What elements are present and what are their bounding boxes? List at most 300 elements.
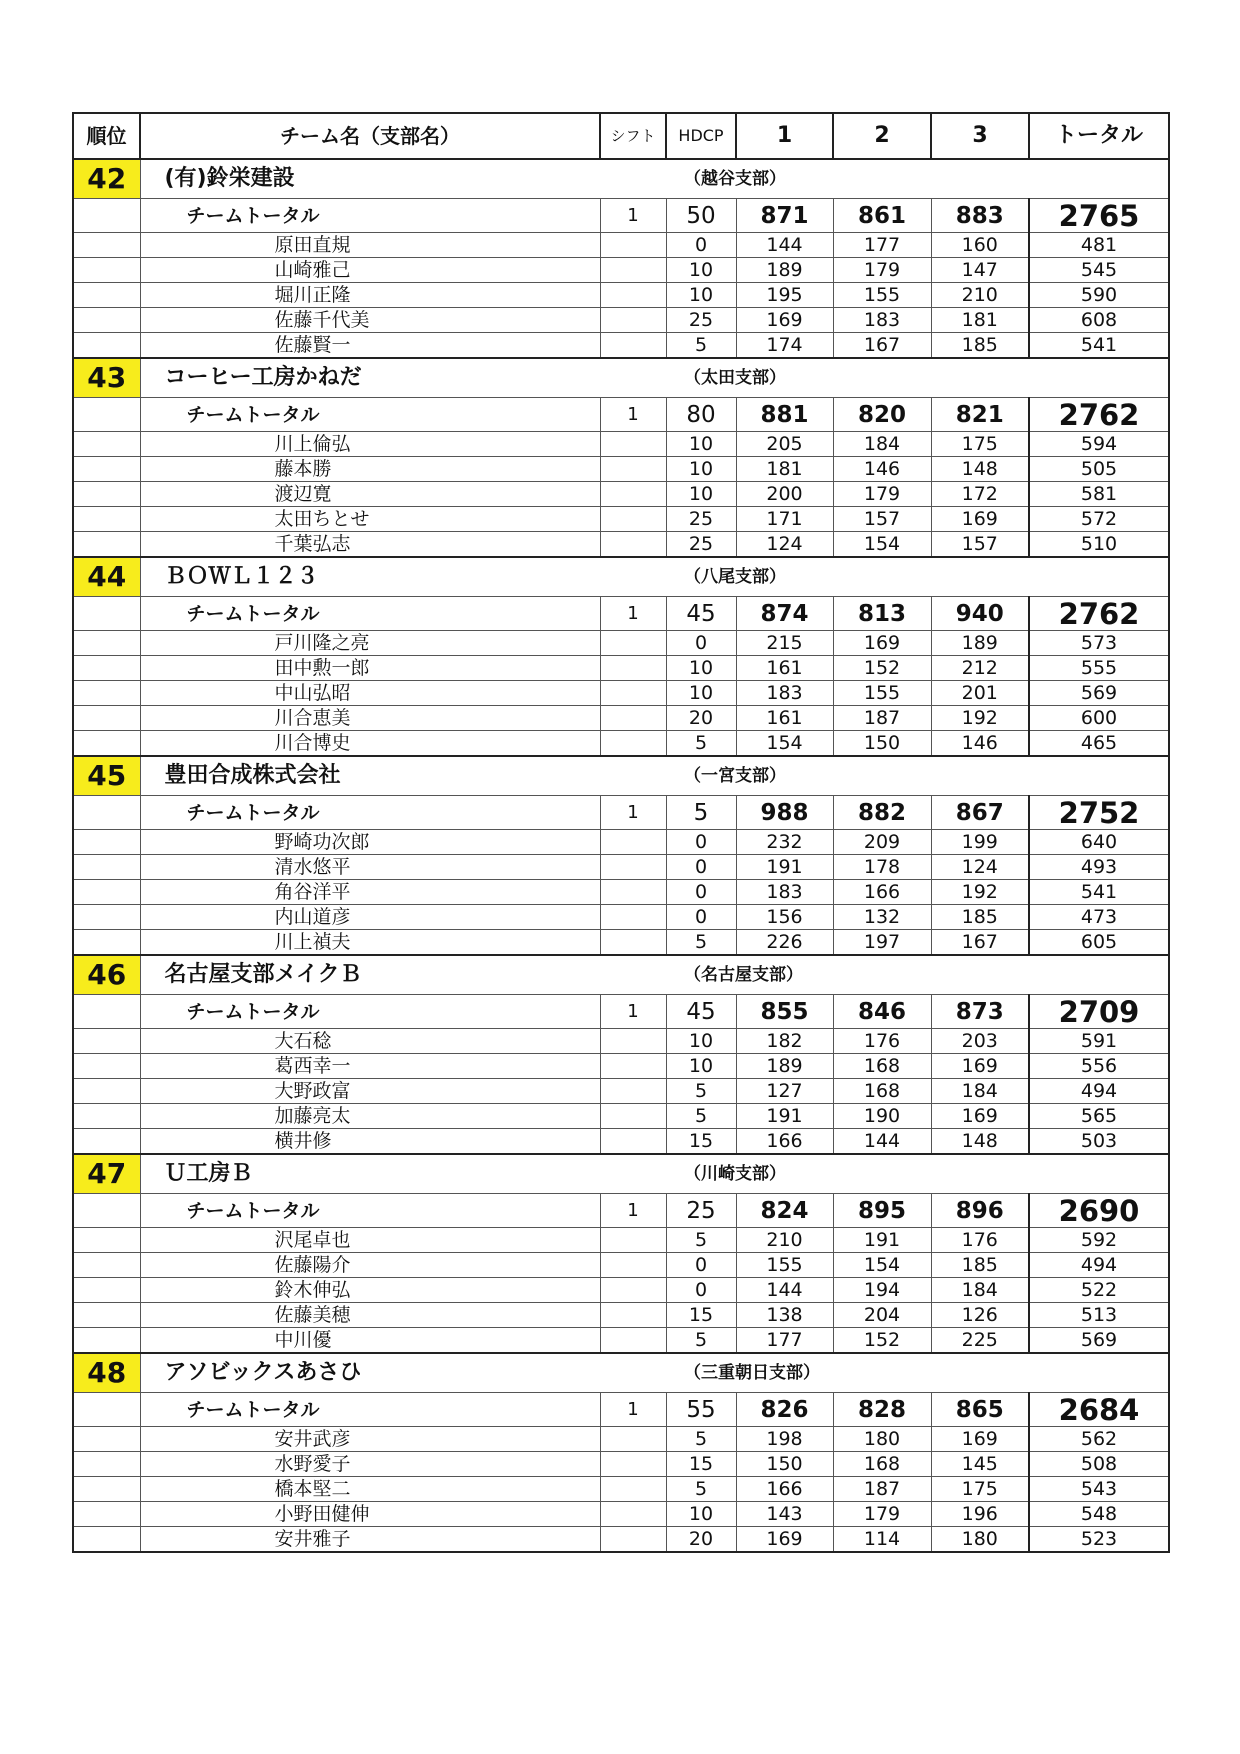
team-total-row (73, 199, 1169, 233)
shift-cell (600, 930, 666, 956)
shift-cell (600, 1502, 666, 1527)
player-total: 555 (1029, 656, 1169, 681)
team-hdcp: 80 (666, 398, 736, 432)
player-game-2: 197 (833, 930, 931, 956)
player-hdcp: 0 (666, 1278, 736, 1303)
player-game-1: 177 (736, 1328, 833, 1354)
player-hdcp: 5 (666, 1477, 736, 1502)
player-game-1: 215 (736, 631, 833, 656)
rank-badge: 47 (73, 1154, 140, 1194)
header-rank: 順位 (73, 113, 140, 159)
player-row (73, 1104, 1169, 1129)
player-row (73, 532, 1169, 558)
rank-cell (73, 258, 140, 283)
player-name: 佐藤千代美 (140, 308, 600, 333)
player-total: 573 (1029, 631, 1169, 656)
rank-cell (73, 1303, 140, 1328)
player-game-3: 192 (931, 706, 1029, 731)
shift-value: 1 (600, 398, 666, 432)
player-total: 481 (1029, 233, 1169, 258)
rank-cell (73, 1029, 140, 1054)
team-total-score: 2752 (1029, 796, 1169, 830)
player-row (73, 880, 1169, 905)
player-name: 安井雅子 (140, 1527, 600, 1553)
team-header-row (73, 159, 1169, 199)
rank-cell (73, 398, 140, 432)
team-game-2: 828 (833, 1393, 931, 1427)
player-game-3: 181 (931, 308, 1029, 333)
player-game-1: 226 (736, 930, 833, 956)
rank-cell (73, 1427, 140, 1452)
branch-name: （太田支部） (666, 358, 1169, 398)
player-name: 佐藤賢一 (140, 333, 600, 359)
rank-cell (73, 631, 140, 656)
team-game-3: 867 (931, 796, 1029, 830)
rank-cell (73, 930, 140, 956)
player-game-2: 180 (833, 1427, 931, 1452)
player-game-2: 150 (833, 731, 931, 757)
player-game-2: 168 (833, 1054, 931, 1079)
player-hdcp: 20 (666, 706, 736, 731)
player-hdcp: 5 (666, 731, 736, 757)
team-game-2: 846 (833, 995, 931, 1029)
player-hdcp: 25 (666, 532, 736, 558)
player-total: 565 (1029, 1104, 1169, 1129)
player-row (73, 1527, 1169, 1553)
player-total: 523 (1029, 1527, 1169, 1553)
player-name: 葛西幸一 (140, 1054, 600, 1079)
header-total: トータル (1029, 113, 1169, 159)
rank-cell (73, 283, 140, 308)
player-row (73, 432, 1169, 457)
shift-cell (600, 532, 666, 558)
shift-cell (600, 905, 666, 930)
player-hdcp: 5 (666, 1104, 736, 1129)
shift-cell (600, 681, 666, 706)
player-game-3: 147 (931, 258, 1029, 283)
player-hdcp: 25 (666, 507, 736, 532)
rank-cell (73, 1328, 140, 1354)
player-game-3: 169 (931, 507, 1029, 532)
player-hdcp: 5 (666, 930, 736, 956)
player-hdcp: 0 (666, 830, 736, 855)
shift-cell (600, 731, 666, 757)
team-hdcp: 55 (666, 1393, 736, 1427)
player-game-2: 169 (833, 631, 931, 656)
player-hdcp: 10 (666, 457, 736, 482)
player-game-3: 185 (931, 1253, 1029, 1278)
team-total-row (73, 597, 1169, 631)
player-hdcp: 0 (666, 905, 736, 930)
player-game-1: 124 (736, 532, 833, 558)
player-row (73, 482, 1169, 507)
shift-cell (600, 1278, 666, 1303)
team-total-row (73, 995, 1169, 1029)
player-game-1: 138 (736, 1303, 833, 1328)
rank-cell (73, 731, 140, 757)
player-game-2: 187 (833, 1477, 931, 1502)
player-name: 太田ちとせ (140, 507, 600, 532)
team-total-score: 2709 (1029, 995, 1169, 1029)
player-game-1: 144 (736, 233, 833, 258)
player-game-1: 150 (736, 1452, 833, 1477)
team-game-2: 813 (833, 597, 931, 631)
rank-badge: 44 (73, 557, 140, 597)
shift-cell (600, 1527, 666, 1553)
player-game-1: 171 (736, 507, 833, 532)
rank-badge: 48 (73, 1353, 140, 1393)
player-total: 640 (1029, 830, 1169, 855)
shift-cell (600, 855, 666, 880)
branch-name: （三重朝日支部） (666, 1353, 1169, 1393)
rank-cell (73, 1194, 140, 1228)
shift-cell (600, 880, 666, 905)
shift-cell (600, 631, 666, 656)
player-hdcp: 15 (666, 1452, 736, 1477)
player-game-3: 160 (931, 233, 1029, 258)
player-total: 494 (1029, 1253, 1169, 1278)
player-name: 鈴木伸弘 (140, 1278, 600, 1303)
rank-cell (73, 855, 140, 880)
table-header-row (73, 113, 1169, 159)
team-game-1: 824 (736, 1194, 833, 1228)
team-game-2: 895 (833, 1194, 931, 1228)
player-name: 大石稔 (140, 1029, 600, 1054)
player-hdcp: 5 (666, 1328, 736, 1354)
player-game-2: 209 (833, 830, 931, 855)
player-row (73, 333, 1169, 359)
player-hdcp: 10 (666, 1029, 736, 1054)
player-total: 591 (1029, 1029, 1169, 1054)
player-name: 川合恵美 (140, 706, 600, 731)
player-name: 水野愛子 (140, 1452, 600, 1477)
player-row (73, 1303, 1169, 1328)
player-hdcp: 5 (666, 333, 736, 359)
shift-cell (600, 1253, 666, 1278)
rank-cell (73, 1278, 140, 1303)
player-game-3: 124 (931, 855, 1029, 880)
rank-cell (73, 1502, 140, 1527)
player-game-2: 155 (833, 283, 931, 308)
player-game-2: 204 (833, 1303, 931, 1328)
player-game-1: 183 (736, 681, 833, 706)
player-row (73, 855, 1169, 880)
player-row (73, 283, 1169, 308)
player-game-2: 168 (833, 1079, 931, 1104)
player-game-3: 210 (931, 283, 1029, 308)
player-game-3: 169 (931, 1104, 1029, 1129)
rank-cell (73, 482, 140, 507)
player-row (73, 1278, 1169, 1303)
team-name: 豊田合成株式会社 (140, 756, 666, 796)
player-game-3: 184 (931, 1079, 1029, 1104)
rank-cell (73, 199, 140, 233)
player-game-3: 203 (931, 1029, 1029, 1054)
header-hdcp: HDCP (666, 113, 736, 159)
player-game-3: 167 (931, 930, 1029, 956)
rank-cell (73, 233, 140, 258)
player-row (73, 631, 1169, 656)
rank-cell (73, 333, 140, 359)
player-game-3: 189 (931, 631, 1029, 656)
player-row (73, 681, 1169, 706)
player-total: 590 (1029, 283, 1169, 308)
team-name: 名古屋支部メイクＢ (140, 955, 666, 995)
rank-cell (73, 1054, 140, 1079)
player-name: 安井武彦 (140, 1427, 600, 1452)
player-total: 473 (1029, 905, 1169, 930)
team-total-row (73, 796, 1169, 830)
player-game-1: 161 (736, 656, 833, 681)
team-game-3: 821 (931, 398, 1029, 432)
player-game-2: 132 (833, 905, 931, 930)
shift-value: 1 (600, 1393, 666, 1427)
team-hdcp: 5 (666, 796, 736, 830)
player-game-1: 189 (736, 258, 833, 283)
player-game-1: 169 (736, 1527, 833, 1553)
player-row (73, 1129, 1169, 1155)
player-row (73, 1253, 1169, 1278)
player-game-1: 155 (736, 1253, 833, 1278)
player-row (73, 1029, 1169, 1054)
player-row (73, 1452, 1169, 1477)
rank-cell (73, 1104, 140, 1129)
player-total: 541 (1029, 333, 1169, 359)
player-game-1: 232 (736, 830, 833, 855)
rank-cell (73, 597, 140, 631)
rank-cell (73, 995, 140, 1029)
player-game-1: 210 (736, 1228, 833, 1253)
player-hdcp: 20 (666, 1527, 736, 1553)
player-row (73, 1427, 1169, 1452)
player-game-1: 205 (736, 432, 833, 457)
player-game-3: 201 (931, 681, 1029, 706)
player-hdcp: 10 (666, 1502, 736, 1527)
shift-cell (600, 1477, 666, 1502)
player-name: 小野田健伸 (140, 1502, 600, 1527)
team-total-score: 2762 (1029, 597, 1169, 631)
player-game-2: 194 (833, 1278, 931, 1303)
team-game-3: 865 (931, 1393, 1029, 1427)
rank-cell (73, 830, 140, 855)
player-game-1: 200 (736, 482, 833, 507)
player-total: 494 (1029, 1079, 1169, 1104)
shift-value: 1 (600, 199, 666, 233)
player-hdcp: 5 (666, 1228, 736, 1253)
player-total: 541 (1029, 880, 1169, 905)
player-game-1: 189 (736, 1054, 833, 1079)
rank-cell (73, 1253, 140, 1278)
player-total: 505 (1029, 457, 1169, 482)
rank-badge: 43 (73, 358, 140, 398)
player-hdcp: 10 (666, 482, 736, 507)
shift-cell (600, 1452, 666, 1477)
shift-cell (600, 457, 666, 482)
player-total: 493 (1029, 855, 1169, 880)
team-game-3: 873 (931, 995, 1029, 1029)
rank-cell (73, 308, 140, 333)
player-total: 465 (1029, 731, 1169, 757)
team-game-3: 940 (931, 597, 1029, 631)
player-game-2: 155 (833, 681, 931, 706)
branch-name: （越谷支部） (666, 159, 1169, 199)
player-game-1: 143 (736, 1502, 833, 1527)
player-game-1: 195 (736, 283, 833, 308)
player-row (73, 1502, 1169, 1527)
player-game-1: 191 (736, 855, 833, 880)
player-game-2: 179 (833, 258, 931, 283)
player-game-2: 168 (833, 1452, 931, 1477)
branch-name: （名古屋支部） (666, 955, 1169, 995)
player-row (73, 1477, 1169, 1502)
team-total-label: チームトータル (140, 398, 600, 432)
team-hdcp: 45 (666, 995, 736, 1029)
player-game-1: 191 (736, 1104, 833, 1129)
shift-cell (600, 656, 666, 681)
team-name: Ｕ工房Ｂ (140, 1154, 666, 1194)
team-name: (有)鈴栄建設 (140, 159, 666, 199)
team-total-score: 2684 (1029, 1393, 1169, 1427)
player-row (73, 457, 1169, 482)
team-total-label: チームトータル (140, 1194, 600, 1228)
player-row (73, 1228, 1169, 1253)
player-total: 503 (1029, 1129, 1169, 1155)
rank-cell (73, 1129, 140, 1155)
shift-cell (600, 233, 666, 258)
player-hdcp: 10 (666, 1054, 736, 1079)
player-row (73, 656, 1169, 681)
player-total: 605 (1029, 930, 1169, 956)
team-total-label: チームトータル (140, 199, 600, 233)
shift-cell (600, 1029, 666, 1054)
player-name: 角谷洋平 (140, 880, 600, 905)
player-game-1: 182 (736, 1029, 833, 1054)
player-game-3: 175 (931, 1477, 1029, 1502)
rank-cell (73, 432, 140, 457)
player-game-3: 169 (931, 1427, 1029, 1452)
team-total-label: チームトータル (140, 796, 600, 830)
team-game-3: 896 (931, 1194, 1029, 1228)
player-game-3: 225 (931, 1328, 1029, 1354)
player-game-1: 166 (736, 1477, 833, 1502)
player-hdcp: 15 (666, 1303, 736, 1328)
player-hdcp: 10 (666, 681, 736, 706)
player-game-2: 167 (833, 333, 931, 359)
player-total: 543 (1029, 1477, 1169, 1502)
header-game-2: 2 (833, 113, 931, 159)
shift-cell (600, 706, 666, 731)
player-name: 原田直規 (140, 233, 600, 258)
player-game-1: 144 (736, 1278, 833, 1303)
player-total: 513 (1029, 1303, 1169, 1328)
player-row (73, 930, 1169, 956)
player-game-3: 148 (931, 1129, 1029, 1155)
rank-cell (73, 1228, 140, 1253)
player-row (73, 1079, 1169, 1104)
team-game-1: 874 (736, 597, 833, 631)
shift-cell (600, 1104, 666, 1129)
player-hdcp: 5 (666, 1427, 736, 1452)
player-name: 清水悠平 (140, 855, 600, 880)
player-game-3: 126 (931, 1303, 1029, 1328)
team-game-1: 826 (736, 1393, 833, 1427)
team-name: アソビックスあさひ (140, 1353, 666, 1393)
rank-cell (73, 1527, 140, 1553)
rank-cell (73, 656, 140, 681)
team-game-2: 882 (833, 796, 931, 830)
player-name: 川上倫弘 (140, 432, 600, 457)
player-game-3: 148 (931, 457, 1029, 482)
team-hdcp: 50 (666, 199, 736, 233)
shift-cell (600, 1129, 666, 1155)
player-game-1: 156 (736, 905, 833, 930)
rank-cell (73, 1079, 140, 1104)
team-total-row (73, 398, 1169, 432)
player-game-2: 114 (833, 1527, 931, 1553)
player-hdcp: 10 (666, 258, 736, 283)
player-name: 内山道彦 (140, 905, 600, 930)
player-game-3: 175 (931, 432, 1029, 457)
header-team-name: チーム名（支部名） (140, 113, 600, 159)
team-game-1: 881 (736, 398, 833, 432)
player-total: 522 (1029, 1278, 1169, 1303)
player-hdcp: 0 (666, 855, 736, 880)
player-game-3: 185 (931, 905, 1029, 930)
branch-name: （八尾支部） (666, 557, 1169, 597)
player-hdcp: 10 (666, 656, 736, 681)
shift-cell (600, 1079, 666, 1104)
player-game-2: 154 (833, 532, 931, 558)
player-row (73, 731, 1169, 757)
player-total: 556 (1029, 1054, 1169, 1079)
player-game-2: 178 (833, 855, 931, 880)
player-game-1: 154 (736, 731, 833, 757)
branch-name: （一宮支部） (666, 756, 1169, 796)
rank-cell (73, 1393, 140, 1427)
team-game-3: 883 (931, 199, 1029, 233)
team-total-score: 2765 (1029, 199, 1169, 233)
team-name: コーヒー工房かねだ (140, 358, 666, 398)
rank-cell (73, 796, 140, 830)
team-header-row (73, 1154, 1169, 1194)
player-total: 572 (1029, 507, 1169, 532)
player-game-3: 176 (931, 1228, 1029, 1253)
player-hdcp: 25 (666, 308, 736, 333)
team-header-row (73, 557, 1169, 597)
shift-value: 1 (600, 995, 666, 1029)
player-hdcp: 10 (666, 283, 736, 308)
player-total: 510 (1029, 532, 1169, 558)
player-name: 沢尾卓也 (140, 1228, 600, 1253)
player-game-2: 166 (833, 880, 931, 905)
rank-cell (73, 706, 140, 731)
player-name: 佐藤陽介 (140, 1253, 600, 1278)
team-hdcp: 25 (666, 1194, 736, 1228)
team-game-2: 861 (833, 199, 931, 233)
player-game-2: 184 (833, 432, 931, 457)
team-header-row (73, 955, 1169, 995)
player-name: 渡辺寛 (140, 482, 600, 507)
player-name: 堀川正隆 (140, 283, 600, 308)
team-total-score: 2762 (1029, 398, 1169, 432)
player-name: 川上禎夫 (140, 930, 600, 956)
player-game-3: 146 (931, 731, 1029, 757)
player-name: 加藤亮太 (140, 1104, 600, 1129)
team-total-label: チームトータル (140, 995, 600, 1029)
player-hdcp: 10 (666, 432, 736, 457)
team-game-1: 871 (736, 199, 833, 233)
team-game-1: 988 (736, 796, 833, 830)
